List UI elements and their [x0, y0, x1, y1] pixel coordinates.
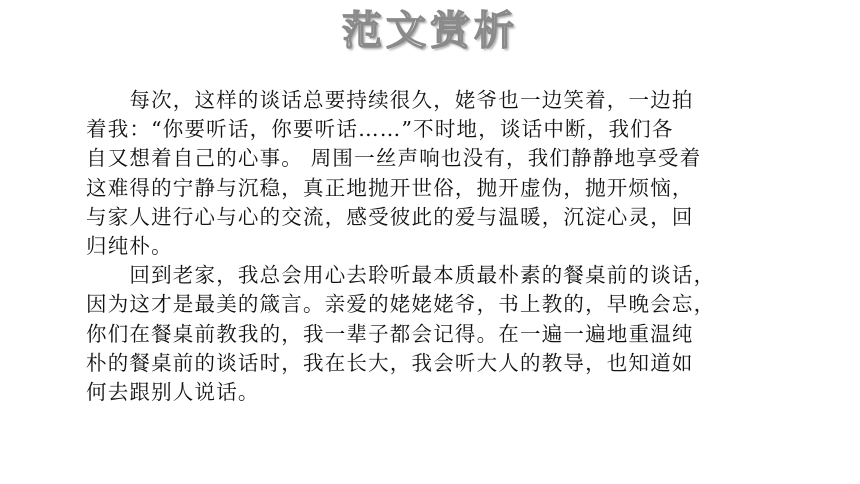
text-line: 因为这才是最美的箴言。亲爱的姥姥姥爷，书上教的，早晚会忘， — [86, 292, 716, 317]
text-line: 自又想着自己的心事。 周围一丝声响也没有，我们静静地享受着 — [86, 146, 702, 171]
text-line: 这难得的宁静与沉稳，真正地抛开世俗，抛开虚伪，抛开烦恼， — [86, 175, 694, 200]
page-title: 范文赏析 — [342, 8, 518, 54]
text-line: 着我：“你要听话，你要听话……”不时地，谈话中断，我们各 — [86, 117, 674, 142]
text-line: 归纯朴。 — [86, 233, 173, 258]
text-line: 与家人进行心与心的交流，感受彼此的爱与温暖，沉淀心灵，回 — [86, 204, 694, 229]
text-line: 朴的餐桌前的谈话时，我在长大，我会听大人的教导，也知道如 — [86, 350, 694, 375]
essay-text — [86, 86, 776, 407]
text-line: 回到老家，我总会用心去聆听最本质最朴素的餐桌前的谈话， — [86, 263, 716, 288]
text-line: 何去跟别人说话。 — [86, 379, 260, 404]
text-line: 每次，这样的谈话总要持续很久，姥爷也一边笑着，一边拍 — [86, 88, 694, 112]
text-line: 你们在餐桌前教我的，我一辈子都会记得。在一遍一遍地重温纯 — [86, 321, 694, 346]
